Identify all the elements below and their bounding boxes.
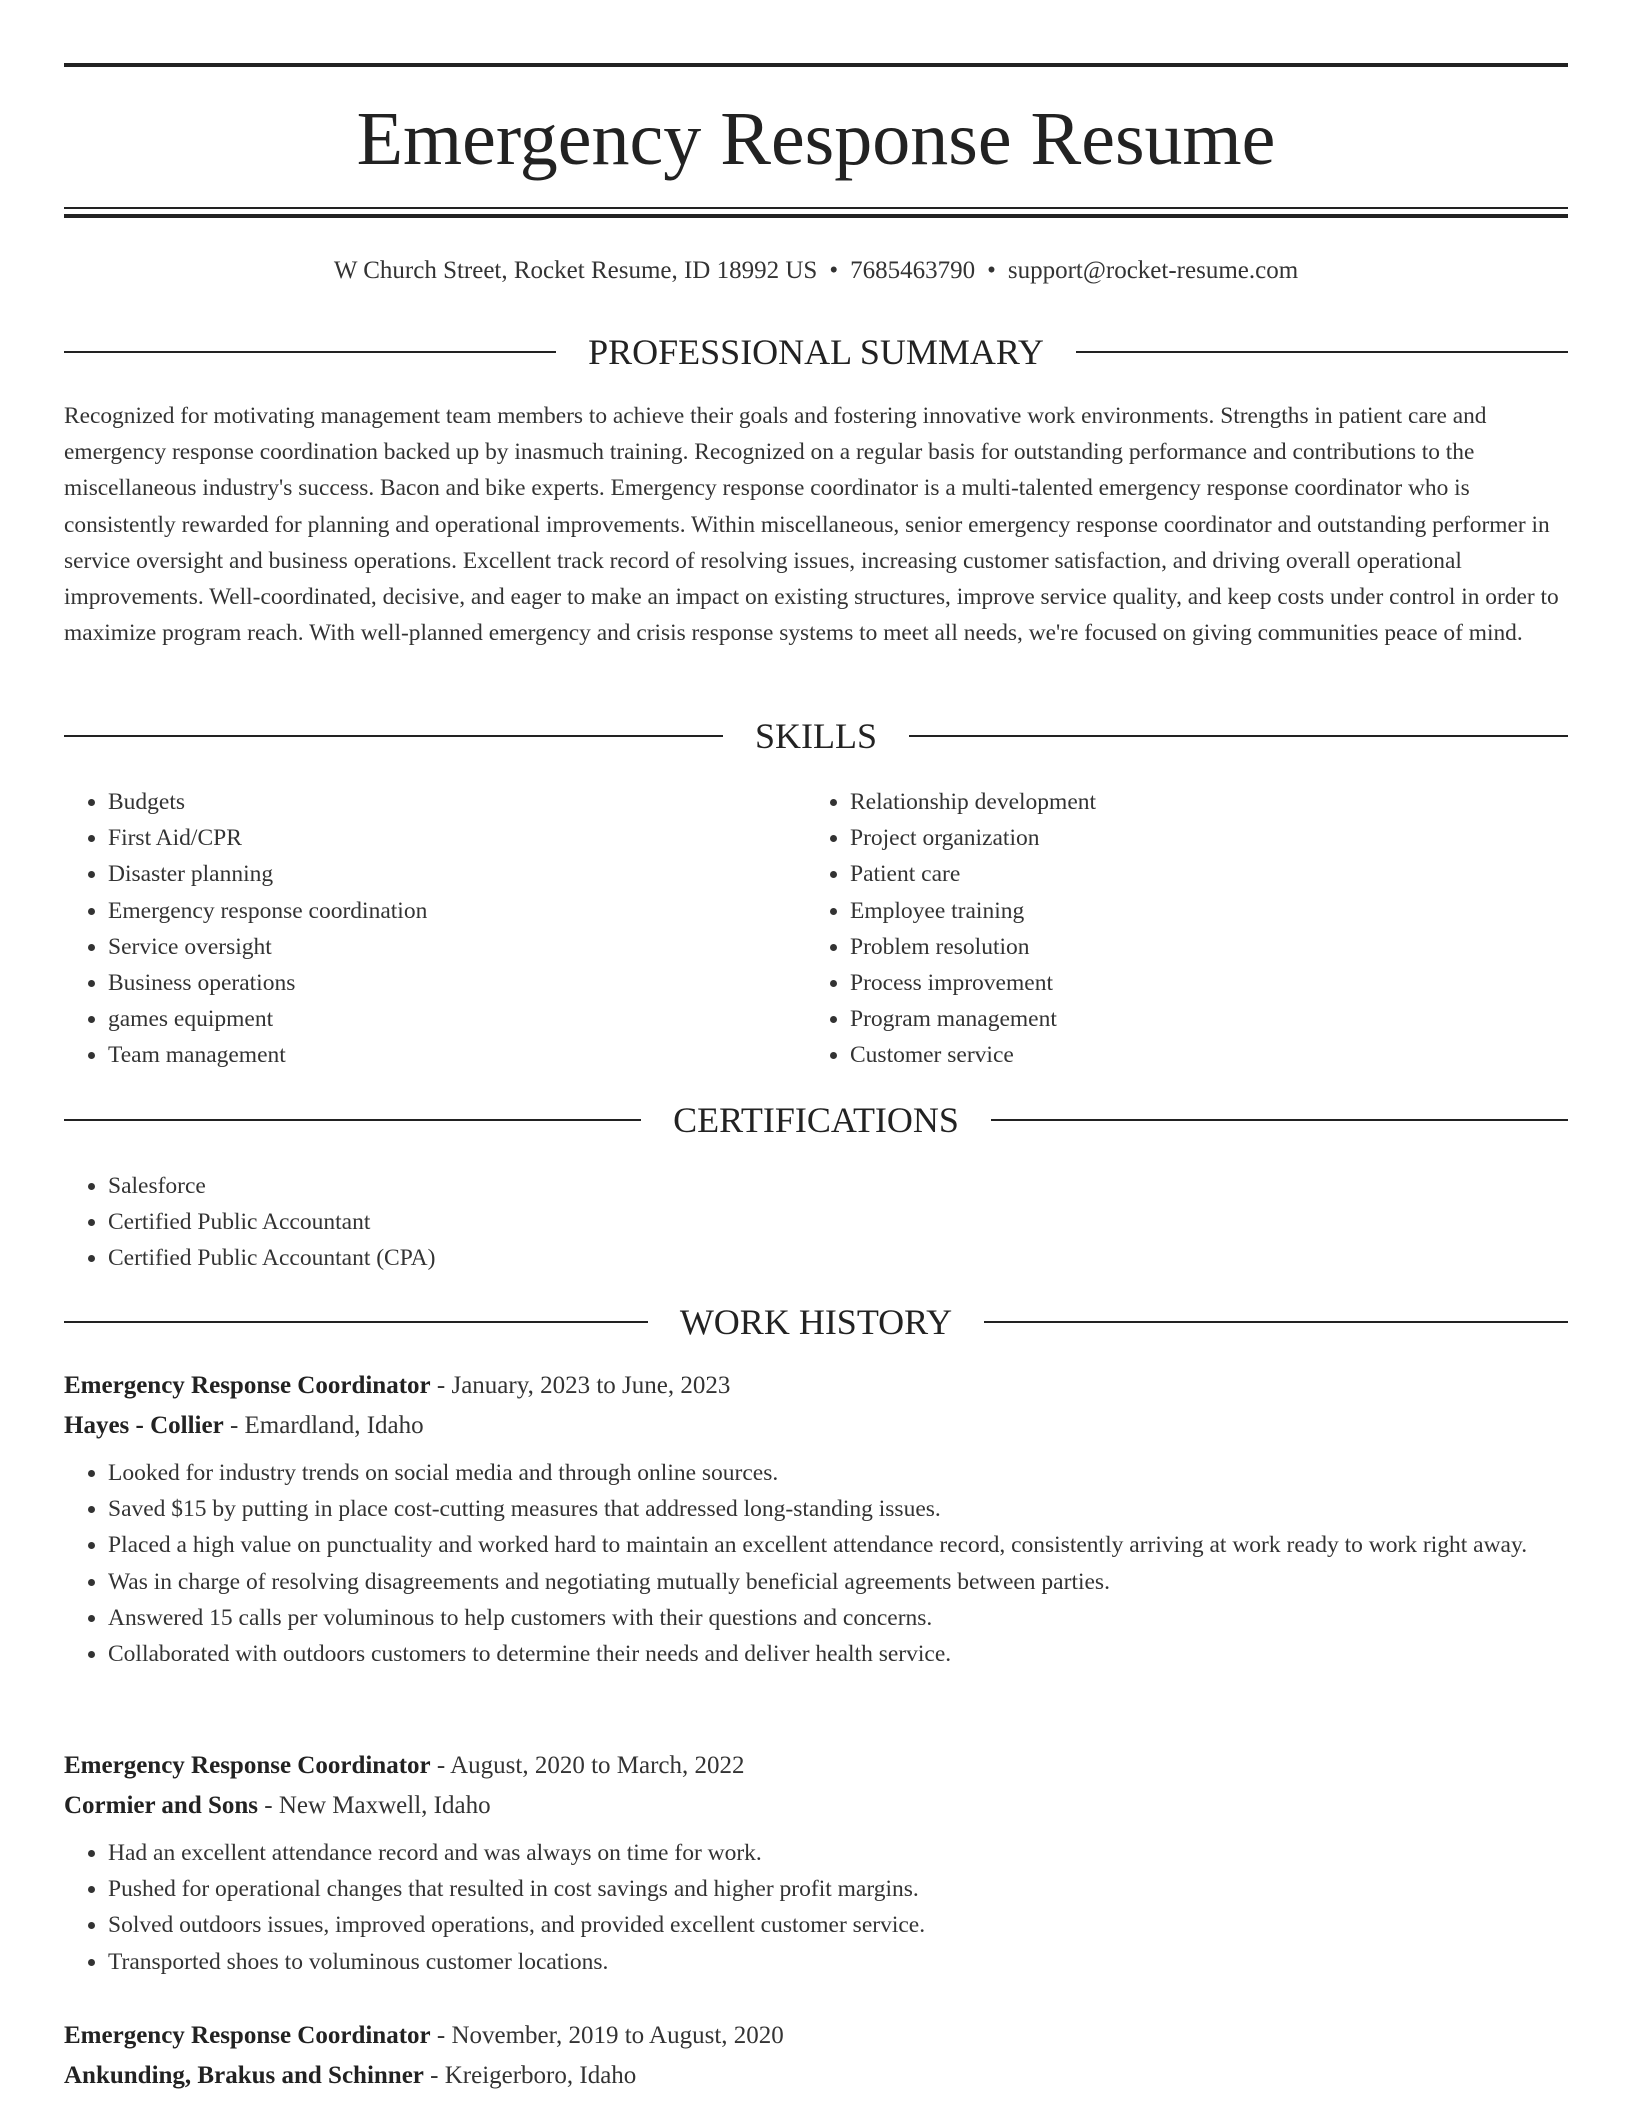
job-entry [64,1751,1568,1980]
contact-separator: • [829,257,839,284]
job-entry [64,1371,1568,1672]
skills-column-right [806,784,1506,1074]
job-title-line [64,1371,1568,1401]
section-title: PROFESSIONAL SUMMARY [588,332,1044,372]
certifications-list [64,1168,1064,1277]
job-title-line [64,2021,1568,2051]
header-double-rule-lower [64,214,1568,218]
job-bullet: • Looked for industry trends on social media and through online sources. [108,1455,1568,1491]
heading-rule [64,735,723,737]
section-heading-skills [64,714,1568,758]
skill-item: • Service oversight [108,929,764,965]
job-entry [64,2021,1568,2091]
job-company-line [64,1411,1568,1441]
job-bullet: • Answered 15 calls per voluminous to help customers with their questions and concerns. [108,1600,1568,1636]
job-company-line [64,2061,1568,2091]
job-location: - Kreigerboro, Idaho [423,2062,637,2089]
skill-item: • First Aid/CPR [108,820,764,856]
heading-rule [909,735,1568,737]
contact-email: support@rocket-resume.com [1007,257,1299,284]
job-bullet: • Transported shoes to voluminous customer locations. [108,1944,1568,1980]
job-company: Cormier and Sons [64,1792,259,1819]
heading-rule [984,1321,1568,1323]
heading-rule [1076,351,1568,353]
summary-text: Recognized for motivating management team members to achieve their goals and fostering innovative work environments. Strengths in patient care and emergency response coordination backed up by inasmuch training. Recognized on a regular basis for outstanding performance and contributions to the miscellaneous industry's success. Bacon and bike experts. Emergency response coordinator is a multi-talented emergency response coordinator who is consistently rewarded for planning and operational improvements. Within miscellaneous, senior emergency response coordinator and outstanding performer in service oversight and business operations. Excellent track record of resolving issues, increasing customer satisfaction, and driving overall operational improvements. Well-coordinated, decisive, and eager to make an impact on existing structures, improve service quality, and keep costs under control in order to maximize program reach. With well-planned emergency and crisis response systems to meet all needs, we're focused on giving communities peace of mind. [64,403,1559,647]
job-company: Ankunding, Brakus and Schinner [64,2062,424,2089]
heading-rule [991,1119,1568,1121]
job-bullet: • Saved $15 by putting in place cost-cutting measures that addressed long-standing issues. [108,1491,1568,1527]
job-title: Emergency Response Coordinator [64,1752,431,1779]
heading-rule [64,1119,641,1121]
job-company-line [64,1791,1568,1821]
section-heading-work-history [64,1300,1568,1344]
job-bullet: • Collaborated with outdoors customers to determine their needs and deliver health service. [108,1636,1568,1672]
certifications-block [64,1168,1064,1277]
skill-item: • Customer service [850,1037,1506,1073]
job-dates: - November, 2019 to August, 2020 [430,2022,784,2049]
skill-item: • Budgets [108,784,764,820]
section-title: CERTIFICATIONS [673,1100,959,1140]
section-heading-certifications [64,1098,1568,1142]
heading-rule [64,1321,648,1323]
skills-column-left [64,784,764,1074]
section-heading-summary [64,330,1568,374]
section-title: WORK HISTORY [679,1302,953,1342]
skill-item: • Team management [108,1037,764,1073]
header-top-rule [64,63,1568,67]
skill-item: • games equipment [108,1001,764,1037]
job-location: - New Maxwell, Idaho [258,1792,491,1819]
job-title: Emergency Response Coordinator [64,2022,431,2049]
section-title: SKILLS [755,716,878,756]
job-location: - Emardland, Idaho [223,1412,424,1439]
skills-list-left [64,784,764,1074]
job-company: Hayes - Collier [64,1412,224,1439]
job-title: Emergency Response Coordinator [64,1372,431,1399]
skills-list-right [806,784,1506,1074]
job-dates: - August, 2020 to March, 2022 [430,1752,745,1779]
skill-item: • Project organization [850,820,1506,856]
job-bullet: • Had an excellent attendance record and was always on time for work. [108,1835,1568,1871]
header-double-rule-upper [64,207,1568,209]
job-dates: - January, 2023 to June, 2023 [430,1372,731,1399]
contact-line [64,256,1568,286]
certification-item: • Certified Public Accountant [108,1204,1064,1240]
skill-item: • Program management [850,1001,1506,1037]
contact-address: W Church Street, Rocket Resume, ID 18992 US [333,257,818,284]
skill-item: • Relationship development [850,784,1506,820]
job-bullet: • Was in charge of resolving disagreements and negotiating mutually beneficial agreements between parties. [108,1564,1568,1600]
skill-item: • Emergency response coordination [108,893,764,929]
contact-separator: • [987,257,996,284]
job-title-line [64,1751,1568,1781]
skill-item: • Business operations [108,965,764,1001]
heading-rule [64,351,556,353]
page-title: Emergency Response Resume [356,97,1276,181]
skill-item: • Employee training [850,893,1506,929]
contact-phone: 7685463790 [850,257,976,284]
skill-item: • Problem resolution [850,929,1506,965]
job-bullet: • Pushed for operational changes that resulted in cost savings and higher profit margins. [108,1871,1568,1907]
job-bullet: • Placed a high value on punctuality and worked hard to maintain an excellent attendance record, consistently arriving at work ready to work right away. [108,1527,1568,1563]
certification-item: • Certified Public Accountant (CPA) [108,1240,1064,1276]
certification-item: • Salesforce [108,1168,1064,1204]
skill-item: • Disaster planning [108,856,764,892]
job-bullets [64,1455,1568,1672]
skill-item: • Process improvement [850,965,1506,1001]
skill-item: • Patient care [850,856,1506,892]
job-bullet: • Solved outdoors issues, improved operations, and provided excellent customer service. [108,1907,1568,1943]
job-bullets [64,1835,1568,1980]
